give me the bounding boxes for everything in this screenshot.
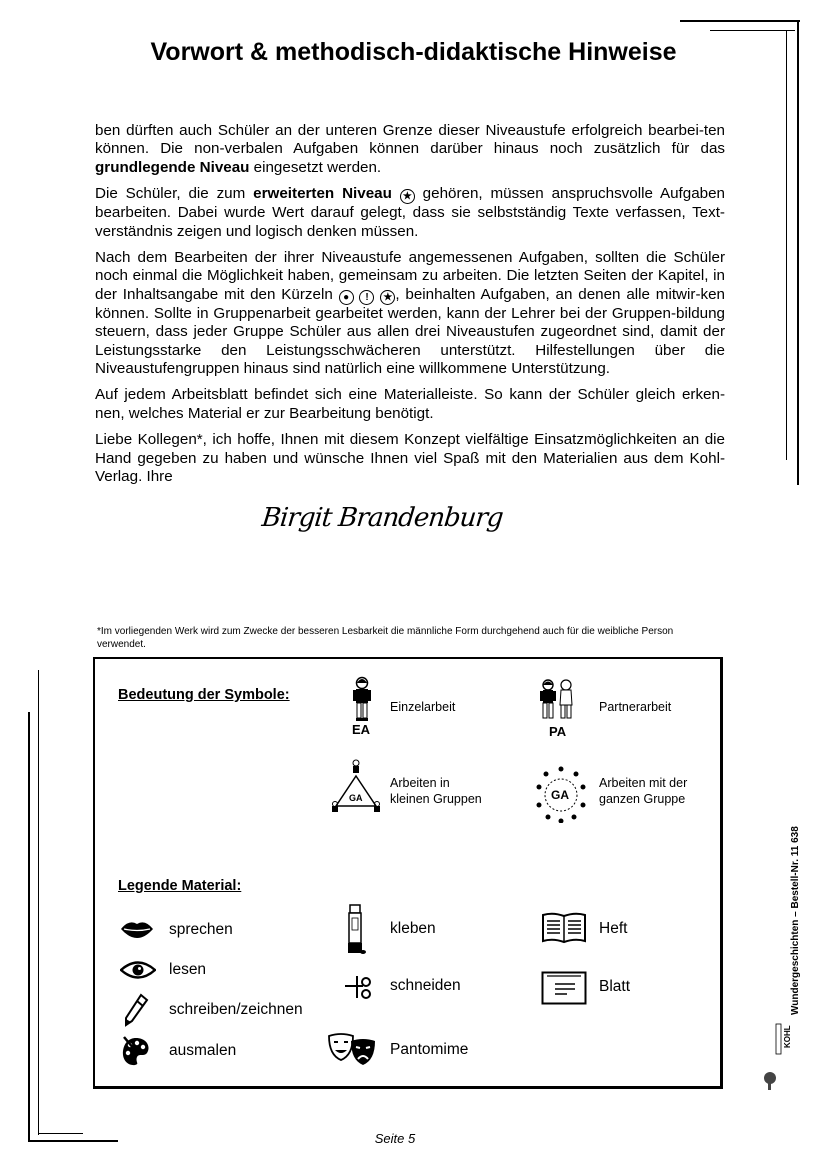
material-heading: Legende Material:	[118, 878, 242, 894]
frame-top-right-2	[710, 30, 795, 31]
side-order-text: Wundergeschichten – Bestell-Nr. 11 638	[790, 826, 801, 1015]
material-lesen: lesen	[169, 961, 207, 978]
scissors-icon	[343, 972, 375, 1004]
material-schreiben: schreiben/zeichnen	[169, 1001, 303, 1018]
paragraph-1: ben dürften auch Schüler an der unteren Grenze dieser Niveaustufe erfolgreich bearbei-ten können. Die non-verbalen Aufgaben können darüber hinaus noch zusätzlich für das grundlegende Niveau eingesetzt werden.	[95, 122, 725, 176]
page-number: Seite 5	[374, 1131, 416, 1146]
sheet-icon	[541, 971, 587, 1005]
two-persons-icon	[538, 678, 576, 724]
small-group-label-1: Arbeiten in	[390, 776, 450, 790]
frame-right-vertical-2	[786, 30, 787, 460]
glue-stick-icon	[345, 904, 367, 956]
exclamation-level-icon: !	[359, 290, 374, 305]
frame-left-vertical-1	[28, 712, 30, 1142]
small-group-icon	[331, 758, 381, 814]
legend-box	[93, 657, 723, 1089]
publisher-name: KOHL	[783, 1025, 792, 1048]
pencil-icon	[123, 993, 149, 1027]
palette-icon	[120, 1035, 152, 1067]
material-schneiden: schneiden	[390, 977, 461, 994]
material-blatt: Blatt	[599, 978, 631, 995]
star-level-icon: ★	[380, 290, 395, 305]
small-group-badge: GA	[349, 793, 363, 803]
frame-right-vertical-1	[797, 20, 799, 485]
partnerarbeit-label: Partnerarbeit	[599, 700, 672, 714]
material-ausmalen: ausmalen	[169, 1042, 237, 1059]
partnerarbeit-badge: PA	[549, 724, 567, 739]
body-text	[95, 122, 725, 495]
material-heft: Heft	[599, 920, 628, 937]
eye-icon	[120, 960, 156, 980]
dot-level-icon: ●	[339, 290, 354, 305]
einzelarbeit-label: Einzelarbeit	[390, 700, 456, 714]
publisher-logo	[762, 1022, 792, 1090]
paragraph-2: Die Schüler, die zum erweiterten Niveau ★ gehören, müssen anspruchsvolle Aufgaben bearbeiten. Dabei wurde Wert darauf gelegt, dass sie selbstständig Texte verfassen, Text-verständnis zeigen und logisch denken müssen.	[95, 185, 725, 240]
frame-left-vertical-2	[38, 670, 39, 1135]
material-kleben: kleben	[390, 920, 436, 937]
paragraph-4: Auf jedem Arbeitsblatt befindet sich eine Materialleiste. So kann der Schüler gleich erken-nen, welches Material er zur Bearbeitung benötigt.	[95, 386, 725, 422]
paragraph-3: Nach dem Bearbeiten der ihrer Niveaustufe angemessenen Aufgaben, sollten die Schüler noch einmal die Möglichkeit haben, gemeinsam zu arbeiten. Die letzten Seiten der Kapitel, in der Inhaltsangabe mit den Kürzeln ● ! ★ , beinhalten Aufgaben, an denen alle mitwir-ken können. Sollte in Gruppenarbeit gearbeitet werden, kann der Lehrer bei der Gruppen-bildung steuern, dass jeder Gruppe Schüler aus allen drei Niveaustufen zugeordnet sind, damit der Leistungsstarke den Leistungsschwächeren unterstützt. Hilfestellungen über die Niveaustufengruppen hinaus sind natürlich eine willkommene Unterstützung.	[95, 249, 725, 378]
theater-masks-icon	[327, 1033, 377, 1067]
publisher-tree-icon	[762, 1022, 782, 1090]
frame-top-right-1	[680, 20, 800, 22]
single-person-icon	[350, 676, 374, 722]
symbols-heading: Bedeutung der Symbole:	[118, 687, 290, 703]
page-title: Vorwort & methodisch-didaktische Hinweise	[150, 38, 677, 66]
einzelarbeit-badge: EA	[352, 722, 371, 737]
book-icon	[541, 912, 587, 944]
footnote: *Im vorliegenden Werk wird zum Zwecke der besseren Lesbarkeit die männliche Form durchgehend auch für die weibliche Person verwendet.	[97, 626, 674, 650]
signature: Birgit Brandenburg	[260, 503, 505, 533]
whole-group-label-1: Arbeiten mit der	[599, 776, 688, 790]
whole-group-badge: GA	[551, 788, 569, 802]
paragraph-5: Liebe Kollegen*, ich hoffe, Ihnen mit diesem Konzept vielfältige Einsatzmöglichkeiten an die Hand gegeben zu haben und wünsche Ihnen viel Spaß mit den Materialien aus dem Kohl-Verlag. Ihre	[95, 431, 725, 486]
star-level-icon: ★	[400, 189, 415, 204]
whole-group-label-2: ganzen Gruppe	[599, 792, 686, 806]
material-pantomime: Pantomime	[390, 1041, 469, 1058]
small-group-label-2: kleinen Gruppen	[390, 792, 482, 806]
lips-icon	[120, 919, 154, 939]
material-sprechen: sprechen	[169, 921, 233, 938]
